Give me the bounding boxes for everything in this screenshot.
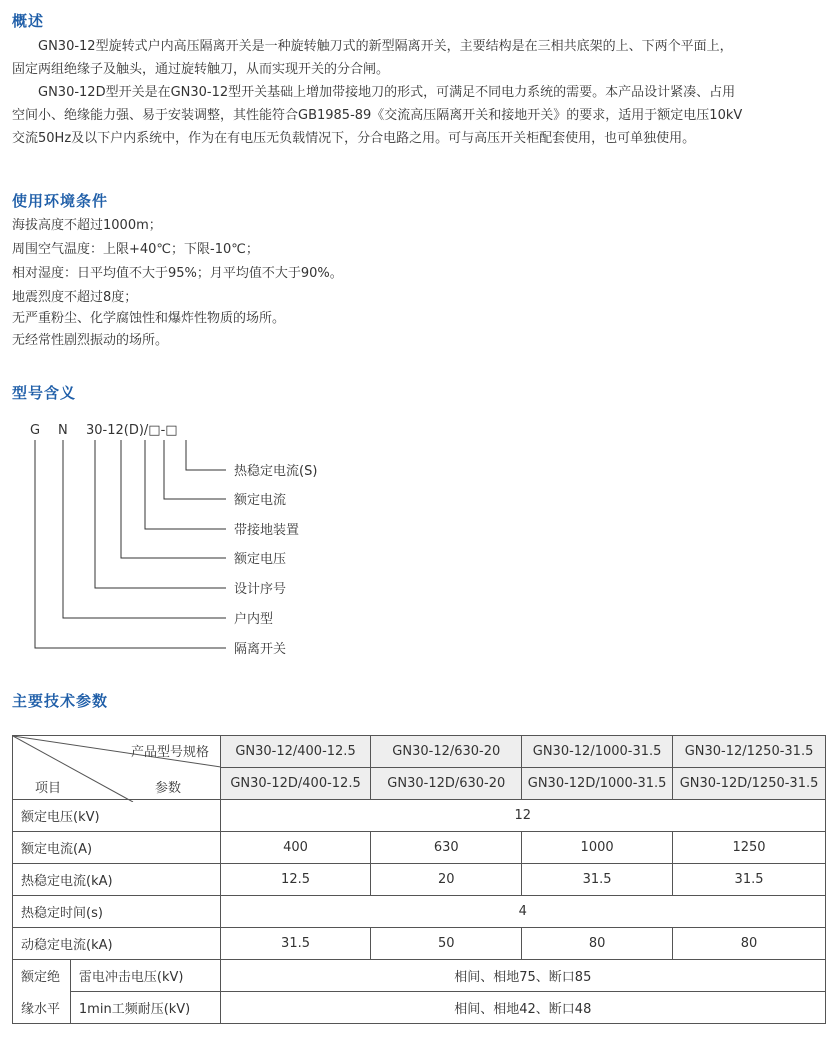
model-cell: GN30-12D/400-12.5 xyxy=(220,768,371,800)
model-cell: GN30-12D/1000-31.5 xyxy=(522,768,673,800)
header-product-model: 产品型号规格 xyxy=(131,745,210,760)
model-code-g: G xyxy=(30,423,41,438)
row-label-rated-voltage: 额定电压(kV) xyxy=(13,800,221,832)
model-cell: GN30-12/1000-31.5 xyxy=(522,736,673,768)
overview-para1-line2: 固定两组绝缘子及触头，通过旋转触刀，从而实现开关的分合闸。 xyxy=(12,62,390,77)
model-label-isolator: 隔离开关 xyxy=(234,642,287,657)
header-item: 项目 xyxy=(35,781,62,796)
environment-item: 海拔高度不超过1000m； xyxy=(12,218,162,233)
row-label-lightning: 雷电冲击电压(kV) xyxy=(70,960,220,992)
header-param: 参数 xyxy=(155,781,182,796)
model-label-indoor: 户内型 xyxy=(234,612,274,627)
environment-item: 相对湿度：日平均值不大于95%；月平均值不大于90%。 xyxy=(12,266,343,281)
value-cell: 31.5 xyxy=(673,864,826,896)
environment-item: 地震烈度不超过8度； xyxy=(12,290,138,305)
row-label-power-frequency: 1min工频耐压(kV) xyxy=(70,992,220,1024)
model-label-rated-current: 额定电流 xyxy=(234,493,287,508)
table-corner-header xyxy=(13,736,221,800)
model-label-earthing: 带接地装置 xyxy=(234,523,300,538)
table-row xyxy=(13,960,826,992)
row-label-insulation-line1: 额定绝 xyxy=(13,960,71,992)
environment-item: 无经常性剧烈振动的场所。 xyxy=(12,333,169,348)
environment-item: 周围空气温度：上限+40℃；下限-10℃； xyxy=(12,242,259,257)
model-label-rated-voltage: 额定电压 xyxy=(234,552,287,567)
overview-para2-line3: 交流50Hz及以下户内系统中，作为在有电压无负载情况下，分合电路之用。可与高压开关柜配套使用，也可单独使用。 xyxy=(12,131,696,146)
model-label-thermal-current: 热稳定电流(S) xyxy=(234,464,318,479)
model-heading: 型号含义 xyxy=(12,384,77,402)
row-label-thermal-current: 热稳定电流(kA) xyxy=(13,864,221,896)
model-code-rest: 30-12(D)/□-□ xyxy=(86,423,178,438)
value-cell: 相间、相地42、断口48 xyxy=(220,992,825,1024)
value-cell: 31.5 xyxy=(220,928,371,960)
environment-heading: 使用环境条件 xyxy=(12,192,109,210)
table-row xyxy=(13,928,826,960)
specs-heading: 主要技术参数 xyxy=(12,692,109,710)
model-cell: GN30-12/1250-31.5 xyxy=(673,736,826,768)
table-row xyxy=(13,800,826,832)
overview-para2-line2: 空间小、绝缘能力强、易于安装调整，其性能符合GB1985-89《交流高压隔离开关和接地开关》的要求，适用于额定电压10kV xyxy=(12,108,743,123)
table-row xyxy=(13,736,826,768)
table-row xyxy=(13,992,826,1024)
model-label-design-serial: 设计序号 xyxy=(234,582,287,597)
value-cell: 1250 xyxy=(673,832,826,864)
model-cell: GN30-12D/1250-31.5 xyxy=(673,768,826,800)
value-cell: 相间、相地75、断口85 xyxy=(220,960,825,992)
value-cell: 630 xyxy=(371,832,522,864)
overview-para1-line1: GN30-12型旋转式户内高压隔离开关是一种旋转触刀式的新型隔离开关，主要结构是在三相共底架的上、下两个平面上， xyxy=(38,39,733,54)
row-label-thermal-time: 热稳定时间(s) xyxy=(13,896,221,928)
table-row xyxy=(13,832,826,864)
value-cell: 20 xyxy=(371,864,522,896)
table-row xyxy=(13,864,826,896)
corner-diagonal-lines xyxy=(13,736,221,802)
value-cell: 50 xyxy=(371,928,522,960)
model-cell: GN30-12/400-12.5 xyxy=(220,736,371,768)
model-cell: GN30-12D/630-20 xyxy=(371,768,522,800)
value-cell: 12.5 xyxy=(220,864,371,896)
value-cell: 80 xyxy=(522,928,673,960)
value-cell: 400 xyxy=(220,832,371,864)
value-cell: 1000 xyxy=(522,832,673,864)
overview-heading: 概述 xyxy=(12,12,45,30)
model-code-diagram xyxy=(0,410,400,660)
value-cell: 12 xyxy=(220,800,825,832)
value-cell: 31.5 xyxy=(522,864,673,896)
overview-para2-line1: GN30-12D型开关是在GN30-12型开关基础上增加带接地刀的形式，可满足不同电力系统的需要。本产品设计紧凑、占用 xyxy=(38,85,736,100)
environment-item: 无严重粉尘、化学腐蚀性和爆炸性物质的场所。 xyxy=(12,311,286,326)
row-label-rated-current: 额定电流(A) xyxy=(13,832,221,864)
value-cell: 80 xyxy=(673,928,826,960)
row-label-dynamic-current: 动稳定电流(kA) xyxy=(13,928,221,960)
table-row xyxy=(13,896,826,928)
row-label-insulation-line2: 缘水平 xyxy=(13,992,71,1024)
model-cell: GN30-12/630-20 xyxy=(371,736,522,768)
model-code-n: N xyxy=(58,423,68,438)
value-cell: 4 xyxy=(220,896,825,928)
specs-table xyxy=(12,735,826,1024)
